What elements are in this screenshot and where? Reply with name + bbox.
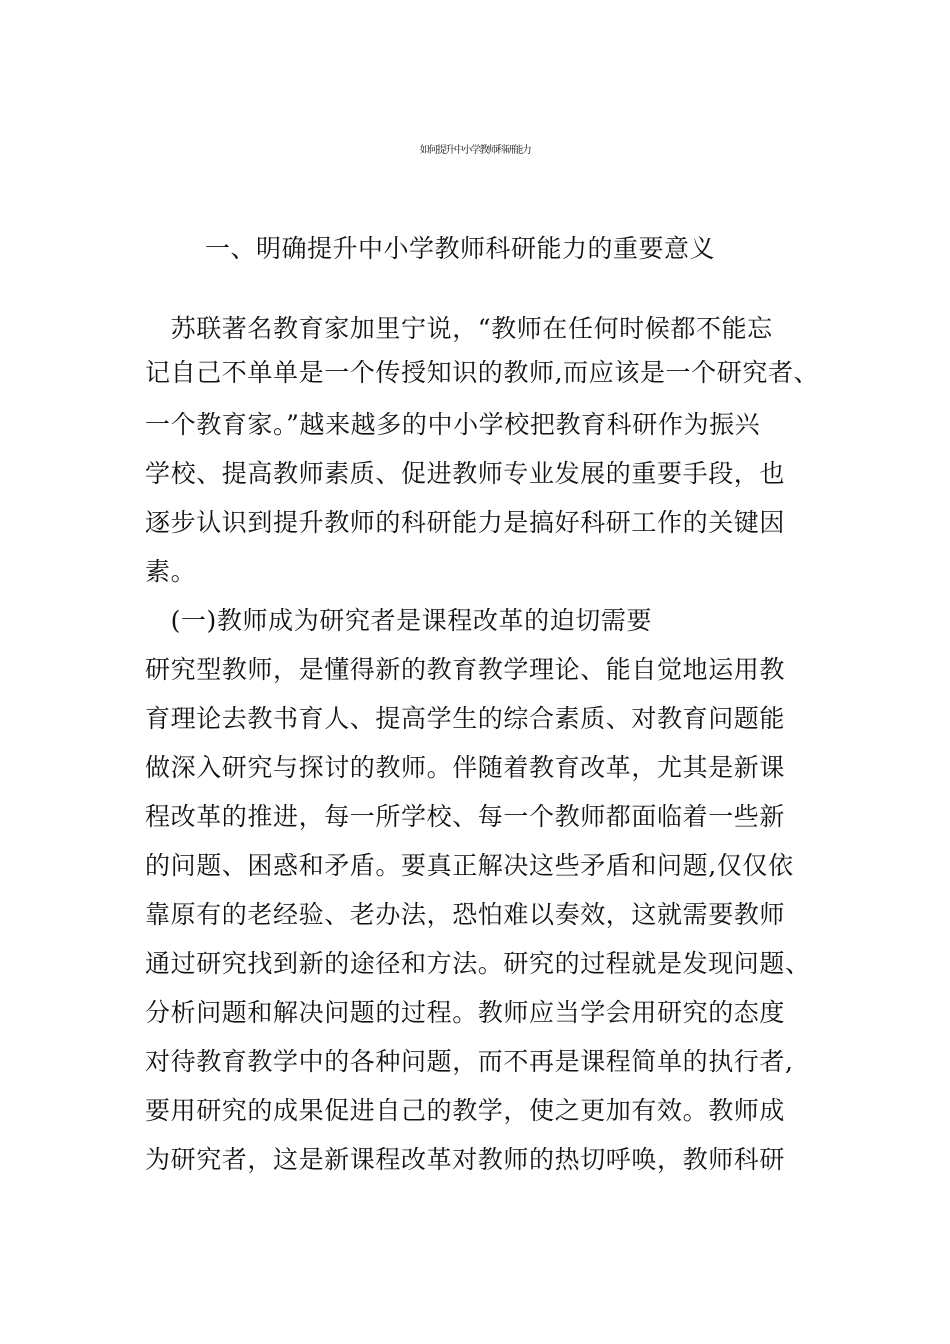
section-heading: 一、明确提升中小学教师科研能力的重要意义 bbox=[205, 234, 716, 263]
paragraph-line: 育理论去教书育人、提高学生的综合素质、对教育问题能 bbox=[145, 704, 786, 733]
paragraph-line: 逐步认识到提升教师的科研能力是搞好科研工作的关键因 bbox=[145, 508, 786, 537]
subsection-heading: (一)教师成为研究者是课程改革的迫切需要 bbox=[145, 606, 653, 635]
document-title: 如何提升中小学教师科研能力 bbox=[419, 145, 531, 156]
paragraph-line: 靠原有的老经验、老办法，恐怕难以奏效，这就需要教师 bbox=[145, 900, 786, 929]
paragraph-line: 通过研究找到新的途径和方法。研究的过程就是发现问题、 bbox=[145, 949, 811, 978]
paragraph-line: 分析问题和解决问题的过程。教师应当学会用研究的态度 bbox=[145, 998, 786, 1027]
paragraph-line: 苏联著名教育家加里宁说，“教师在任何时候都不能忘 bbox=[145, 314, 773, 343]
paragraph-line: 记自己不单单是一个传授知识的教师,而应该是一个研究者、 bbox=[145, 358, 820, 387]
paragraph-line: 研究型教师，是懂得新的教育教学理论、能自觉地运用教 bbox=[145, 655, 786, 684]
paragraph-line: 程改革的推进，每一所学校、每一个教师都面临着一些新 bbox=[145, 802, 786, 831]
paragraph-line: 对待教育教学中的各种问题，而不再是课程简单的执行者, bbox=[145, 1047, 794, 1076]
paragraph-line: 学校、提高教师素质、促进教师专业发展的重要手段，也 bbox=[145, 459, 786, 488]
paragraph-line: 的问题、困惑和矛盾。要真正解决这些矛盾和问题,仅仅依 bbox=[145, 851, 794, 880]
paragraph-line: 做深入研究与探讨的教师。伴随着教育改革，尤其是新课 bbox=[145, 753, 786, 782]
paragraph-line: 为研究者，这是新课程改革对教师的热切呼唤，教师科研 bbox=[145, 1145, 786, 1174]
paragraph-line: 要用研究的成果促进自己的教学，使之更加有效。教师成 bbox=[145, 1096, 786, 1125]
paragraph-line: 素。 bbox=[145, 557, 197, 586]
paragraph-line: 一个教育家。”越来越多的中小学校把教育科研作为振兴 bbox=[145, 410, 761, 439]
